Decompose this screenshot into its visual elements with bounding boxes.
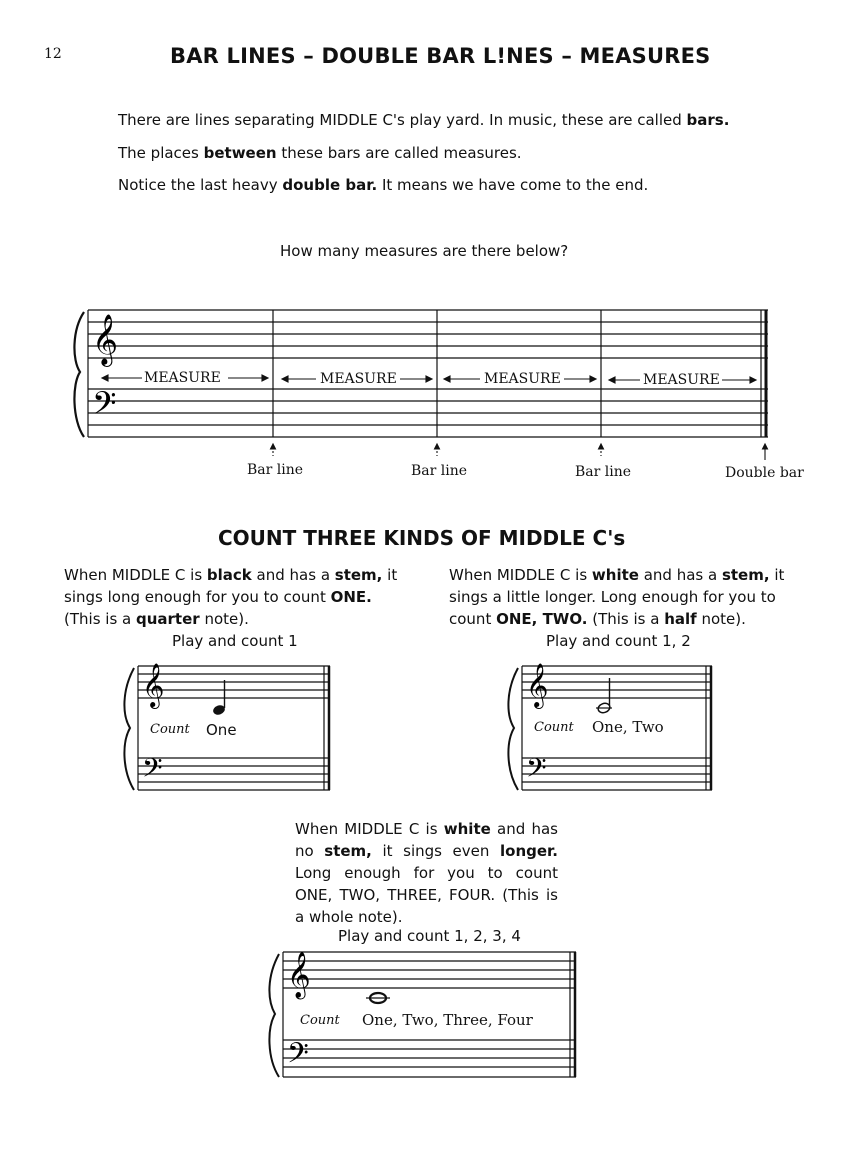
half-count-text: One, Two [592,718,664,736]
half-bold-3: ONE, TWO. [496,610,588,628]
measure-label-2: MEASURE [320,371,397,387]
intro-line-2-post: these bars are called measures. [276,144,522,162]
intro-line-3-post: It means we have come to the end. [377,176,649,194]
half-play-label: Play and count 1, 2 [546,632,691,650]
whole-text-1: When MIDDLE C is [295,820,444,838]
whole-text-3: it sings even [371,842,500,860]
whole-play-label: Play and count 1, 2, 3, 4 [338,927,521,945]
half-text-3: it sings a little longer. Long enough for you to count [449,566,785,628]
bass-clef-icon: 𝄢 [526,752,547,790]
quarter-bold-4: quarter [135,610,200,628]
quarter-text-1: When MIDDLE C is [64,566,207,584]
half-bold-2: stem, [721,566,770,584]
bar-line-label-3: Bar line [575,464,632,480]
quarter-bold-3: ONE. [330,588,372,606]
measure-label-3: MEASURE [484,371,561,387]
bar-line-label-1: Bar line [247,462,304,478]
treble-clef-icon: 𝄞 [287,952,311,998]
intro-line-3-text: Notice the last heavy [118,176,283,194]
page-number: 12 [44,46,62,62]
quarter-text-2: and has a [251,566,335,584]
whole-text-2: and has no [295,820,558,860]
treble-clef-icon: 𝄞 [526,663,549,707]
bar-line-label-2: Bar line [411,463,468,479]
whole-bold-2: stem, [324,842,372,860]
quarter-bold-2: stem, [334,566,383,584]
treble-clef-icon: 𝄞 [142,663,165,707]
intro-line-1-bold: bars. [686,111,730,129]
half-bold-1: white [591,566,639,584]
quarter-count-word: Count [150,722,190,737]
bass-clef-icon: 𝄢 [287,1037,309,1077]
half-text-4: (This is a [587,610,665,628]
half-bold-4: half [664,610,697,628]
bass-clef-icon: 𝄢 [92,385,117,429]
question: How many measures are there below? [280,242,569,260]
intro-line-3-bold: double bar. [282,176,378,194]
page-title: BAR LINES – DOUBLE BAR L!NES – MEASURES [170,44,711,68]
quarter-text-5: note). [199,610,249,628]
intro-line-2-text: The places [118,144,204,162]
half-text-5: note). [696,610,746,628]
treble-clef-icon: 𝄞 [92,314,119,365]
quarter-bold-1: black [206,566,252,584]
half-count-word: Count [534,720,574,735]
intro-line-1-text: There are lines separating MIDDLE C's play yard. In music, these are called [118,111,687,129]
whole-count-word: Count [300,1013,340,1028]
half-text-2: and has a [638,566,722,584]
quarter-play-label: Play and count 1 [172,632,298,650]
measure-label-4: MEASURE [643,372,720,388]
quarter-text-3: it sings long enough for you to count [64,566,398,606]
whole-bold-3: longer. [500,842,558,860]
half-text-1: When MIDDLE C is [449,566,592,584]
quarter-count-text: One [206,721,237,739]
brace-icon [269,954,279,1077]
measure-label-1: MEASURE [144,370,221,386]
bass-clef-icon: 𝄢 [142,752,163,790]
double-bar-label: Double bar [725,465,804,481]
whole-count-text: One, Two, Three, Four [362,1011,533,1029]
intro-line-2-bold: between [203,144,277,162]
whole-text-4: Long enough for you to count ONE, TWO, THREE, FOUR. (This is a whole note). [295,864,558,926]
whole-bold-1: white [443,820,491,838]
section-title: COUNT THREE KINDS OF MIDDLE C's [218,526,626,550]
quarter-text-4: (This is a [64,610,136,628]
